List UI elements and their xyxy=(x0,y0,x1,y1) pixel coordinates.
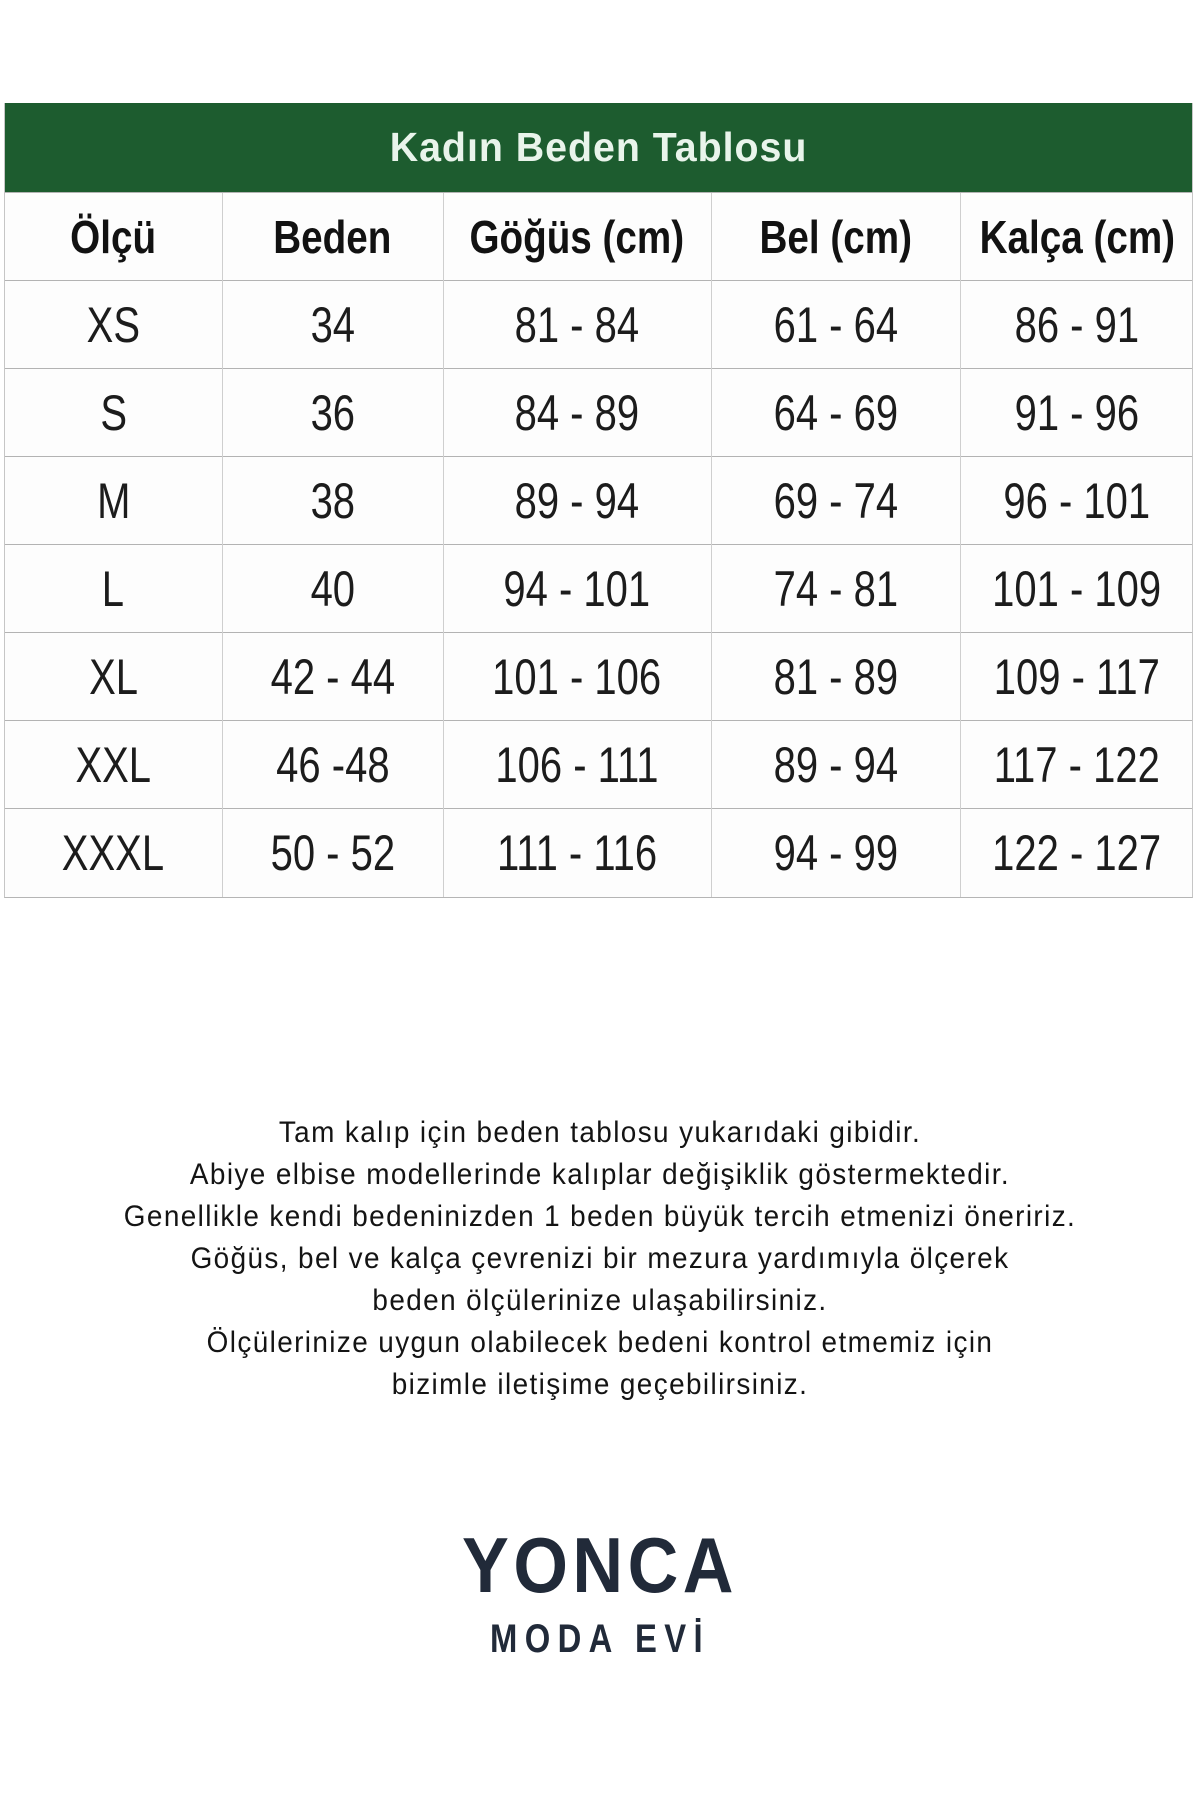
column-header-olcu: Ölçü xyxy=(5,193,222,281)
size-cell: 46 -48 xyxy=(222,721,443,809)
size-cell: 89 - 94 xyxy=(711,721,960,809)
size-cell: XXXL xyxy=(5,809,222,897)
size-cell: 69 - 74 xyxy=(711,457,960,545)
note-line: Tam kalıp için beden tablosu yukarıdaki gibidir. xyxy=(278,1116,922,1149)
table-row-xl xyxy=(5,633,1192,721)
table-row-s xyxy=(5,369,1192,457)
size-cell: XS xyxy=(5,281,222,369)
size-cell: 36 xyxy=(222,369,443,457)
note-line: Genellikle kendi bedeninizden 1 beden büyük tercih etmenizi öneririz. xyxy=(123,1200,1077,1233)
note-line: Göğüs, bel ve kalça çevrenizi bir mezura yardımıyla ölçerek xyxy=(190,1242,1010,1275)
size-cell: 74 - 81 xyxy=(711,545,960,633)
size-cell: 42 - 44 xyxy=(222,633,443,721)
size-cell: XXL xyxy=(5,721,222,809)
column-header-bel: Bel (cm) xyxy=(711,193,960,281)
table-row-m xyxy=(5,457,1192,545)
size-cell: 81 - 84 xyxy=(443,281,711,369)
size-cell: 111 - 116 xyxy=(443,809,711,897)
note-line: beden ölçülerinize ulaşabilirsiniz. xyxy=(372,1284,828,1317)
size-chart-title: Kadın Beden Tablosu xyxy=(389,124,808,170)
column-header-gogus: Göğüs (cm) xyxy=(443,193,711,281)
table-row-l xyxy=(5,545,1192,633)
size-cell: 117 - 122 xyxy=(961,721,1192,809)
table-row-xxxl xyxy=(5,809,1192,897)
note-line: Ölçülerinize uygun olabilecek bedeni kontrol etmemiz için xyxy=(206,1326,994,1359)
size-cell: 61 - 64 xyxy=(711,281,960,369)
size-cell: 81 - 89 xyxy=(711,633,960,721)
size-cell: 122 - 127 xyxy=(961,809,1192,897)
size-cell: M xyxy=(5,457,222,545)
size-cell: 94 - 99 xyxy=(711,809,960,897)
size-cell: 89 - 94 xyxy=(443,457,711,545)
table-row-xxl xyxy=(5,721,1192,809)
table-header-row xyxy=(5,193,1192,281)
size-cell: 34 xyxy=(222,281,443,369)
column-header-beden: Beden xyxy=(222,193,443,281)
size-chart-table xyxy=(4,103,1193,898)
size-cell: L xyxy=(5,545,222,633)
size-cell: 91 - 96 xyxy=(961,369,1192,457)
brand-name: YONCA xyxy=(461,1521,739,1609)
brand-tagline: MODA EVİ xyxy=(489,1617,711,1661)
sizing-notes xyxy=(0,1112,1200,1406)
size-cell: 40 xyxy=(222,545,443,633)
size-cell: 96 - 101 xyxy=(961,457,1192,545)
note-line: bizimle iletişime geçebilirsiniz. xyxy=(391,1368,809,1401)
size-cell: 101 - 106 xyxy=(443,633,711,721)
size-cell: 106 - 111 xyxy=(443,721,711,809)
size-cell: S xyxy=(5,369,222,457)
brand-logo xyxy=(0,1520,1200,1662)
size-cell: 38 xyxy=(222,457,443,545)
size-cell: XL xyxy=(5,633,222,721)
column-header-kalca: Kalça (cm) xyxy=(961,193,1192,281)
size-cell: 64 - 69 xyxy=(711,369,960,457)
note-line: Abiye elbise modellerinde kalıplar değişiklik göstermektedir. xyxy=(189,1158,1011,1191)
size-chart-title-bar xyxy=(5,103,1192,192)
size-cell: 86 - 91 xyxy=(961,281,1192,369)
size-cell: 101 - 109 xyxy=(961,545,1192,633)
table-row-xs xyxy=(5,281,1192,369)
size-cell: 94 - 101 xyxy=(443,545,711,633)
size-cell: 50 - 52 xyxy=(222,809,443,897)
size-cell: 109 - 117 xyxy=(961,633,1192,721)
size-cell: 84 - 89 xyxy=(443,369,711,457)
